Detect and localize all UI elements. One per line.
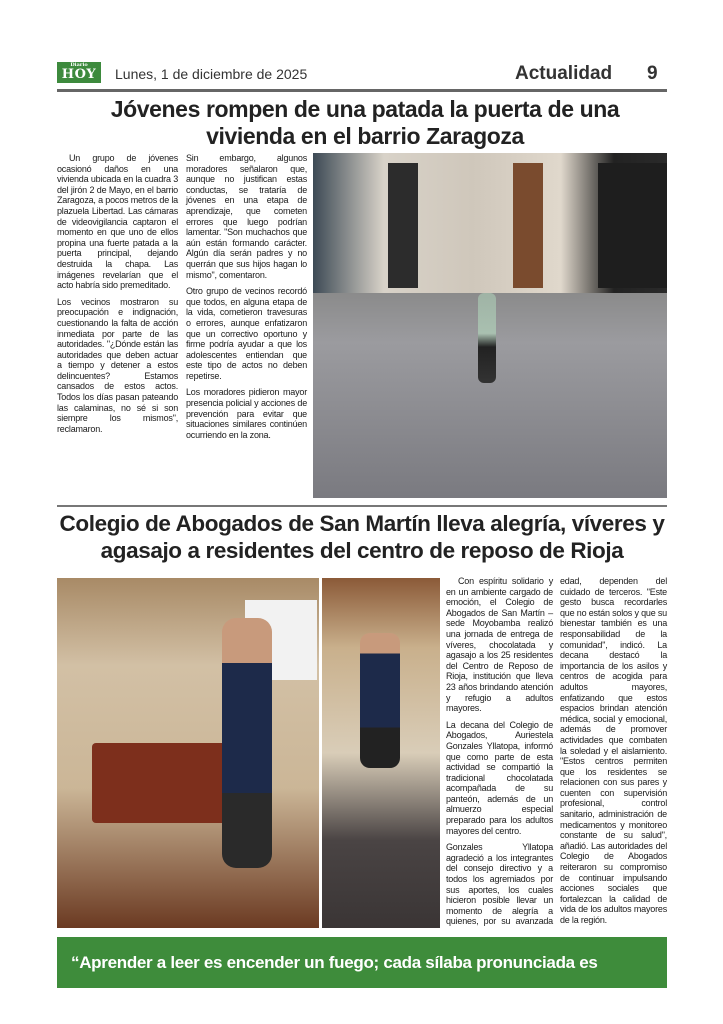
article2-paragraph: Con espíritu solidario y en un ambiente cargado de emoción, el Colegio de Abogados de San Martín – sede Moyobamba realizó una jornada de entrega de víveres, chocolatada y agasajo a los 25 residentes del Centro de Reposo de Rioja, institución que lleva 23 años brindando atención y refugio a adultos mayores. xyxy=(446,576,553,714)
logo-text: HOY xyxy=(61,67,97,82)
article2-paragraph: La decana del Colegio de Abogados, Auriestela Gonzales Yllatopa, informó que como parte de esta actividad se compartió la tradicional chocolatada acompañada de su panteón, además de un almuerzo especial preparado para los adultos mayores del centro. xyxy=(446,719,553,836)
article1-paragraph: Otro grupo de vecinos recordó que todos, en alguna etapa de la vida, cometieron travesuras o errores, aunque enfatizaron que un correctivo oportuno y firme podría ayudar a que los adolescentes entiendan que este tipo de actos no deben repetirse. xyxy=(186,286,307,381)
photo-person xyxy=(478,293,496,383)
photo-door xyxy=(388,163,418,288)
article1-paragraph: Los vecinos mostraron su preocupación e indignación, cuestionando la falta de acción inmediata por parte de las autoridades. "¿Dónde están las autoridades que deben actuar a tiempo y detener a estos delincuentes? Estamos cansados de estos actos. Todos los días pasan pateando las calaminas, no sé si son siempre los mismos", reclamaron. xyxy=(57,296,178,434)
article1-headline: Jóvenes rompen de una patada la puerta de una vivienda en el barrio Zaragoza xyxy=(110,96,620,149)
header-divider xyxy=(57,89,667,92)
logo-small-text: Diario xyxy=(70,62,88,68)
article1-body xyxy=(57,153,307,443)
issue-date: Lunes, 1 de diciembre de 2025 xyxy=(115,66,308,82)
article1-paragraph: Los moradores pidieron mayor presencia policial y acciones de prevención para evitar que situaciones similares continúen ocurriendo en la zona. xyxy=(186,387,307,440)
photo-door xyxy=(513,163,543,288)
photo-person xyxy=(222,618,272,868)
article1-paragraph: Sin embargo, algunos moradores señalaron que, aunque no justifican estas conductas, se trataría de jóvenes en una etapa de aprendizaje, que cometen errores que luego podrían lamentar. "Son muchachos que aún están formando carácter. Algún día serán padres y no querrán que sus hijos hagan lo mismo", comentaron. xyxy=(186,153,307,280)
article2-body xyxy=(446,576,667,929)
newspaper-logo xyxy=(57,62,101,83)
photo-door xyxy=(598,163,667,288)
photo-table xyxy=(92,743,232,823)
article1-paragraph: Un grupo de jóvenes ocasionó daños en una vivienda ubicada en la cuadra 3 del jirón 2 de Mayo, en el barrio Zaragoza, a pocos metros de la plazuela Libertad. Las cámaras de videovigilancia captaron el momento en que uno de ellos propina una fuerte patada a la puerta principal, dejando destruida la chapa. Las imágenes revelarían que el acto habría sido premeditado. xyxy=(57,153,178,291)
article2-paragraph: Gonzales Yllatopa agradeció a los integrantes del consejo directivo y a todos los agremiados por sus aportes, los cuales hicieron posible llevar un momento de alegría a quienes, por su avanzada edad, dependen del cuidado de terceros. "Este gesto busca recordarles que no están solos y que su bienestar también es una responsabilidad de la comunidad", indicó. La decana destacó la importancia de los asilos y centros de acogida para adultos mayores, enfatizando que estos espacios brindan atención médica, social y emocional, además de promover actividades que combaten la soledad y el aislamiento. "Estos centros permiten que los residentes se relacionen con sus pares y cuenten con supervisión profesional, control sanitario, administración de medicamentos y monitoreo constante de su salud", añadió. Las autoridades del Colegio de Abogados reiteraron su compromiso de continuar impulsando acciones sociales que fortalezcan la calidad de vida de los adultos mayores de la región. xyxy=(446,576,667,927)
section-name: Actualidad xyxy=(515,63,613,84)
quote-text: “Aprender a leer es encender un fuego; cada sílaba pronunciada es xyxy=(71,953,598,972)
article2-photo-donation xyxy=(322,578,440,928)
page-number: 9 xyxy=(647,63,658,84)
article-divider xyxy=(57,505,667,507)
quote-banner xyxy=(57,937,667,988)
photo-person xyxy=(360,633,400,768)
article2-headline: Colegio de Abogados de San Martín lleva alegría, víveres y agasajo a residentes del centro de reposo de Rioja xyxy=(59,511,665,563)
article1-photo-street xyxy=(313,153,667,498)
article2-photo-dining-room xyxy=(57,578,319,928)
